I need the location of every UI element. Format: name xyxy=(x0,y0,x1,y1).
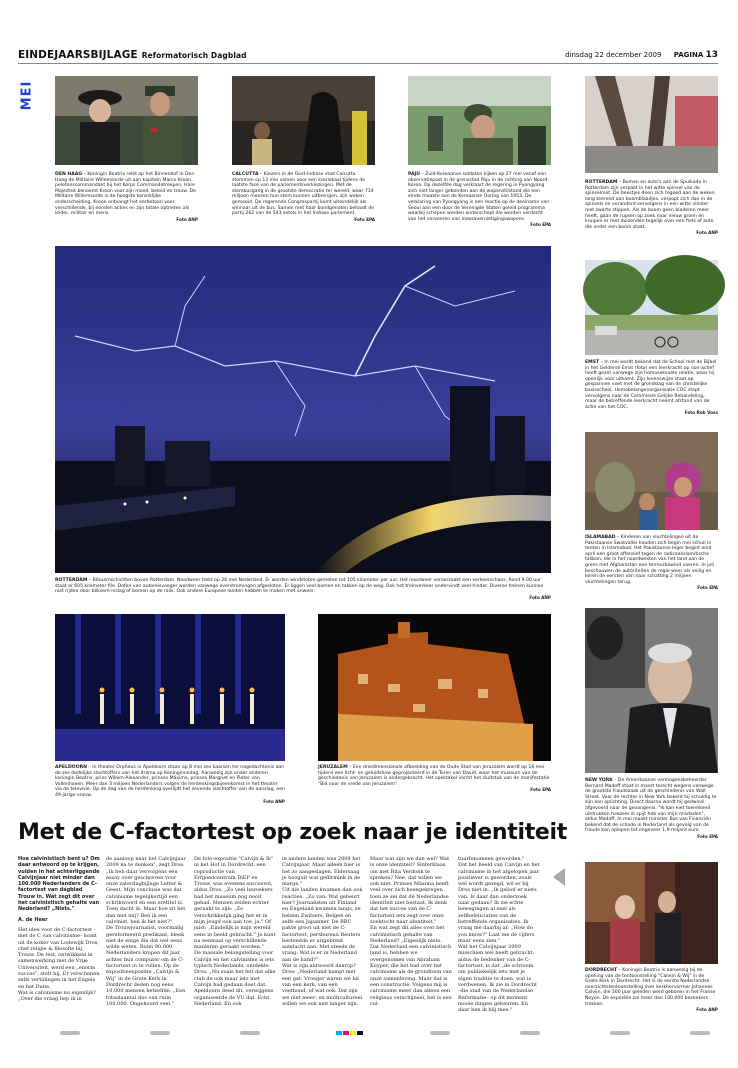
photo-new-york xyxy=(585,608,718,773)
caption-paju: PAJU – Zuid-Koreaanse soldaten kijken op 27 mei vanaf een observatiepost in de grensstad Paju in de richting van Noord-Korea. Op dezelfde dag verklaart de regering in Pyongyang zich niet langer gebonden aan de wapenstilstand die een einde maakte aan de Koreaanse Oorlog van 1953. De verklaring van Pyongyang is een reactie op de deelname van Seoul aan een door de Verenigde Staten geleid programma waarbij schepen worden onderschept die worden verdacht van het vervoeren van massavernietigingswapens. Foto EPA xyxy=(408,172,551,228)
caption-calcutta: CALCUTTA – Kiezers in de Oost-Indiase stad Calcutta stemmen op 13 mei samen voor een kieslokaal tijdens de laatste fase van de parlementsverkiezingen. Met de stembusgang in de grootste democratie ter wereld, waar 714 miljoen mensen hun stem kunnen uitbrengen, zijn weken gemoeid. De regerende Congrespartij komt uiteindelijk als winnaar uit de bus. Samen met haar bondgenoten behaalt de partij 262 van de 543 zetels in het Indiase parlement. Foto EPA xyxy=(232,172,375,222)
photo-paju xyxy=(408,76,551,165)
photo-calcutta xyxy=(232,76,375,165)
article-column-1 xyxy=(18,856,100,1024)
page-label: PAGINA xyxy=(673,51,704,59)
newspaper-name: Reformatorisch Dagblad xyxy=(141,51,247,60)
caption-rotterdam-storm: ROTTERDAM – Bliksemschichten boven Rotterdam. Noodweer trekt op 26 mei Nederland. Er worden windstoten gemeten tot 105 kilometer per uur. Het noodweer veroorzaakt een verkeerschaos. Rond 9.00 uur staat er 605 kilometer file. Dofen van autoreisvoeger worden vanwege overstromingen afgesloten. Er liggen veel bomen en takken op de weg. Ook het treinverkeer ondervindt veel hinder. Diverse treinen kunnen niet rijden door bliksem-inslag of bomen op de rails. Ook andere Europese landen hebben te maken met onweer. Foto ANP xyxy=(55,578,551,600)
caption-rotterdam-trees: ROTTERDAM – Bomen en auto's aan de Spuikade in Rotterdam zijn verpakt in het witte spinsel van de spinselmot. De beestjes doen zich tegoed aan de weken lang teerend aan boomblaadjes, verpopt zich dan in de spinsels en veranderd vervolgens in een witte vlinder met zwarte stippen. Als de boom geen bladeren meer heeft, gaan de rupsen op zoek naar nieuw groen en kruipen er met duizenden tegelijk over een fiets of auto die onder een boom staat. Foto ANP xyxy=(585,180,718,236)
photo-dordrecht xyxy=(585,862,718,964)
photo-new-york-image xyxy=(585,608,718,773)
photo-emst xyxy=(585,260,718,355)
page-number: 13 xyxy=(705,50,718,60)
article-author: A. de Heer xyxy=(18,916,48,923)
photo-calcutta-image xyxy=(232,76,375,165)
issue-date: dinsdag 22 december 2009 xyxy=(565,51,662,59)
article-lead: Hoe calvinistisch bent u? Om daar antwoord op te krijgen, vulden in het achterliggende Calvijnjaar niet minder dan 100.000 Nederlanders de C-factortest van dagblad Trouw in. Wat zegt dit over het calvinistisch gehalte van Nederland? „Niets." xyxy=(18,856,100,913)
photo-rotterdam-storm-image xyxy=(55,246,551,573)
caption-jeruzalem: JERUZALEM – Een driedimensionale afbeelding van de Oude Stad van Jeruzalem wordt op 16 mei tijdens een licht- en geluidshow geprojecteerd in de Toren van David, waar het museum van de geschiedenis van Jeruzalem is ondergebracht. Het spektakel vormt het sluitstuk van de manifestatie "Bid voor de vrede van Jeruzalem". Foto EPA xyxy=(318,765,551,793)
article-body-1: Het idee voor de C-factortest –met de C van calvinisme– komt uit de koker van Lodewijk Dros, chef religie & filosofie bij Trouw. De test, ontwikkeld in samenwerking met de Vrije Universiteit, werd een „enorm succes", stelt hij. Er verschenen zelfs vertalingen in het Engels en het Duits. Wat is calvinisme nu eigenlijk? „Over die vraag liep ik in xyxy=(18,926,100,1003)
header-rule xyxy=(18,63,718,64)
photo-rotterdam-trees-image xyxy=(585,76,718,173)
photo-dordrecht-image xyxy=(585,862,718,964)
photo-apeldoorn xyxy=(55,614,285,761)
article-headline: Met de C-factortest op zoek naar je identiteit xyxy=(18,820,568,845)
photo-den-haag-image xyxy=(55,76,198,165)
photo-rotterdam-storm xyxy=(55,246,551,573)
photo-jeruzalem-image xyxy=(318,614,551,761)
print-marks xyxy=(0,1031,738,1039)
article-column-6: tuurfenomeen geworden." Dat het beeld van Calvijn en het calvinisme in het afgelopen jaar positiever is geworden, zoals wel wordt gezegd, wil er bij Dros niet in. „Ik geloof er niets van. Is daar dan onderzoek naar gedaan? Ik zie echte bewegingen al snel als zelfbefeliciaties van de betreffende organisaties. Ik vraag me daarbij af: „How do you know?" Laat me de cijfers maar eens zien." Wat het Calvijnjaar 2009 misschien wel heeft gebracht, aldus de bedenker van de C-factortest, is dat „de schroom om publiekelijk iets met je eigen traditie te doen, wat is verdwenen. Ik zie in Dordrecht –die stad van de Nederlandse Reformatie– op dit moment mooie dingen gebeuren. En daar ben ik blij mee." xyxy=(458,856,540,1014)
section-title: EINDEJAARSBIJLAGE xyxy=(18,49,138,61)
section-header xyxy=(18,49,247,61)
caption-islamabad: ISLAMABAD – Kinderen van vluchtelingen uit de Pakistaanse Swatvallei houden zich begin mei schuil in tenten in Islamabad. Het Pakistaanse leger begint eind april een groot offensief tegen de radicaalislamitische taliban, die in het noordwesten van het land aan de grens met Afghanistan een terreurbewind voeren. In juli beschouwen de autoriteiten de regio weer als veilig en keren de eersten van naar schatting 2 miljoen vluchtelingen terug. Foto EPA xyxy=(585,535,718,591)
month-label: MEI xyxy=(19,80,35,111)
article-column-2: de aanloop naar het Calvijnjaar 2009 na te denken", zegt Dros. „Ik heb daar vervolgens een essay over geschreven voor onze zaterdagbijlage Letter & Geest. Mijn conclusie was dat calvinisme tegelijkertijd een schrikwoord én een eretitel is. Toen dacht ik: Maar hoe zit het dan met mij? Ben ik een calvinist, ben ik het niet?" De Trouwjournalist, voormalig gereformeerd predikant, bleek niet de enige die dat wel eens wilde weten. Ruim 90.000 Nederlanders kropen dit jaar achter hun computer om de C-factortest in te vullen. Op de expositieexpositie „Calvijn & Wij" in de Grote Kerk in Dordrecht deden nog eens 10.000 mensen hetzelfde. „Een totaalaantal dus van ruim 100.000. Ongehoord veel." xyxy=(106,856,186,1007)
photo-paju-image xyxy=(408,76,551,165)
photo-islamabad-image xyxy=(585,432,718,530)
caption-apeldoorn: APELDOORN – In theater Orpheus in Apeldoorn staan op 8 mei zes kaarsen ter nagedachtenis aan de zes dodelijke slachtoffers van het drama op Koninginnedag. Aanwezig zijn onder anderen koningin Beatrix, prins Willem-Alexander, prinses Máxima, prinses Margriet en Pieter van Vollenhoven. Meer dan 3 miljoen Nederlanders volgen de herdenkingsbijeenkomst in het theater via de televisie. Op de dag van de herdenking overlijdt het zevende slachtoffer van de aanslag, een 49-jarige vrouw. Foto ANP xyxy=(55,765,285,804)
caption-new-york: NEW YORK – De Amerikaanse vermogensbeheerder Bernard Madoff staat in maart terecht wegens vanwege de grootste fraudezaak uit de geschiedenis van Wall Street. Voor de rechter in New York bekent hij schuldig te zijn aan oplichting. Direct daarna wordt hij gedwind afgevoerd naar de gevangenis. "Ik kan niet toereikend uitdrukken hoezeer ik spijt heb van mijn misdaden", aldus Madoff. In mei maakt minister Bos van Financiën bekend dat de schade in Nederland als gevolg van de fraude kan oplopen tot ongeveer 1,9 miljard euro. Foto EPA xyxy=(585,778,718,839)
caption-emst: EMST – In mei wordt bekend dat de School met de Bijbel in het Geldersé Emst (foto) een leerkracht op non-actief heeft gezet vanwege zijn homoseksuele relatie, waar hij openlijk voor uitkomt. Zijn levenswijze staat op gespannen voet met de grondslag van de christelijke basisschool. Homobelangenorganisatie COC stapt vervolgens naar de Commissie Gelijke Behandeling, maar de betreffende leerkracht neemt afstand van de actie van het COC. Foto Rob Voss xyxy=(585,360,718,416)
photo-rotterdam-trees xyxy=(585,76,718,173)
photo-islamabad xyxy=(585,432,718,530)
arrow-left-icon xyxy=(553,868,565,886)
article-column-5: Maar wat zijn we dan wel? Wat is onze identiteit? Sinterklaas, om met Rita Verdonk te spreken? Nee, dat willen we ook niet. Prinses Máxima heeft veel over zich heengekregen toen ze zei dat dé Nederlandse identiteit niet bestaat. Ik denk dat het succes van de C-factortest iets zegt over onze zoektocht naar identiteit." En wat zegt dit alles over het calvinistisch gehalte van Nederland? „Eigenlijk niets. Dat Nederland een calvinistisch land is, hebben we overgenomen van Abraham Kuyper, die het had over het calvinisme als de grondtoon van onze samenleving. Maar dat is een constructie. Volgens mij is calvinisme meer dan alleen een religieus verschijnsel, het is een cul- xyxy=(370,856,452,1007)
date-page-info xyxy=(565,50,718,60)
caption-dordrecht: DORDRECHT – Koningin Beatrix is aanwezig bij de opening van de tentoonstelling "Calvijn & Wij" in de Grote Kerk in Dordrecht. Het is de eerste Nederlandse overzichtstentoonstelling over kerkhervormer Johannes Calvijn, die 500 jaar geleden werd geboren in het Franse Noyon. De expositie zal meer dan 100.000 bezoekers trekken. Foto ANP xyxy=(585,968,718,1013)
article-column-3: De foto-expositie "Calvijn & Ik" in het Hof in Dordrecht, een coproductie van Erfgoedcentrum DiEP en Trouw, was evenens succesvol, aldus Dros. „Zo veel bezoekers had het museum nog nooit gehad. Mensen zeiden echter geraakt te zijn: „Zo verschrikkelijk ging het er in mijn jeugd ook aan toe, ja." Of juist: „Eindelijk is mijn wereld eens in beeld gebracht." Je kunt nu eenmaal op verschillende manieren geraakt worden." De massale belangstelling voor Calvijn en het calvinisme is iets typisch Nederlands, ontdekte Dros. „Nu zoals het feit dat elke club de ook maar iets met Calvijn had gedaan doet dat. Apeldoorn deed dit, verwijgens organiseerde de VU dat. Echt Nederland. En ook xyxy=(194,856,276,1007)
photo-den-haag xyxy=(55,76,198,165)
caption-den-haag: DEN HAAG – Koningin Beatrix reikt op het Binnenhof in Den Haag de Militaire Willemsorde uit aan kapitein Marco Kroon, peletonscommandant bij het Korps Commandotroepen. Hare Majesteit benoemt Kroon voor zijn moed, beleid en trouw. De Militaire Willemsorde is de hoogste koninklijke onderscheiding. Kroon ontvangt het eerbetoon voor verschillende, bij eenden acties en zijn totale optreden als leider, militair en mens. Foto ANP xyxy=(55,172,198,222)
photo-jeruzalem xyxy=(318,614,551,761)
photo-emst-image xyxy=(585,260,718,355)
photo-apeldoorn-image xyxy=(55,614,285,761)
article-column-4: in andere landen was 2009 het Calvijnjaar. Maar alleen hier is het zo aangeslagen. Eldersaag je hooguit wat geflirmink in de marge." Uit die landen kwamen dan ook reacties. „Zo van: Wat gebeurt hier? Journalisten uit Finland en Engeland kwamen langs, ze belden Zwitsers, Belgen en zelfs een Japanner. De BBC pakte groot uit met de C-factortest, persbureau Reuters besteedde er uitgebreid aandacht aan. Met steeds de vraag: Wat is er in Nederland aan de hand?" Wat is zijn antwoord daarop? Dros: „Nederland kampt met een gat. Vroeger waren we hil van een kerk, van een voetbond, of wat ook. Dat zijn we niet meer; en multicultureel willen we ook niet langer zijn. xyxy=(282,856,363,1007)
